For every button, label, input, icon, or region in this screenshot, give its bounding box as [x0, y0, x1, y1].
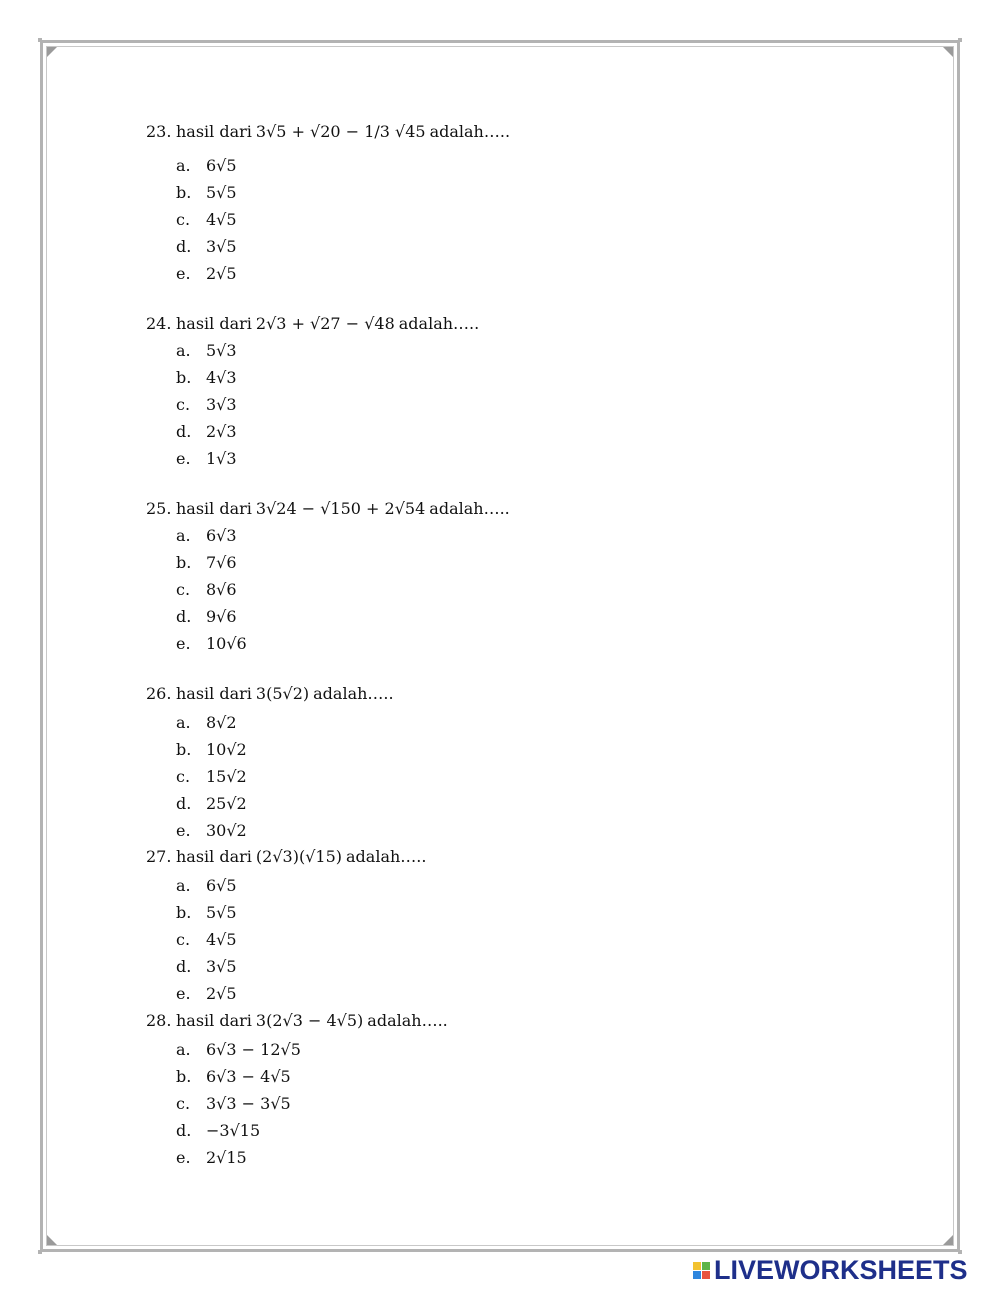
question-number: 24. [146, 314, 172, 333]
question-28 [146, 1011, 448, 1031]
option-value: 2√3 [206, 422, 237, 441]
option-c[interactable]: c. 3√3 [176, 395, 237, 414]
option-a[interactable]: a. 6√5 [176, 876, 237, 895]
option-value: 6√5 [206, 156, 237, 175]
corner-dot [958, 38, 962, 42]
question-expression: 3(5√2) [255, 684, 310, 703]
question-number: 26. [146, 684, 172, 703]
question-stem [146, 499, 510, 519]
option-value: 5√5 [206, 183, 237, 202]
question-expression: 3√24 − √150 + 2√54 [255, 499, 426, 518]
question-stem [146, 122, 510, 142]
option-value: 6√3 − 4√5 [206, 1067, 291, 1086]
option-value: 25√2 [206, 794, 247, 813]
option-value: 2√15 [206, 1148, 247, 1167]
question-prefix: hasil dari [176, 122, 252, 141]
option-d[interactable]: d. 9√6 [176, 607, 237, 626]
liveworksheets-logo-icon [693, 1262, 710, 1279]
watermark-text: LIVEWORKSHEETS [714, 1254, 968, 1285]
option-a[interactable]: a. 8√2 [176, 713, 237, 732]
option-value: 15√2 [206, 767, 247, 786]
option-value: −3√15 [206, 1121, 261, 1140]
option-d[interactable]: d. 25√2 [176, 794, 247, 813]
question-prefix: hasil dari [176, 499, 252, 518]
option-value: 5√5 [206, 903, 237, 922]
corner-dot [958, 1250, 962, 1254]
question-number: 27. [146, 847, 172, 866]
option-value: 1√3 [206, 449, 237, 468]
option-value: 8√6 [206, 580, 237, 599]
question-suffix: adalah….. [398, 314, 480, 333]
option-value: 10√2 [206, 740, 247, 759]
option-c[interactable]: c. 8√6 [176, 580, 237, 599]
option-c[interactable]: c. 15√2 [176, 767, 247, 786]
option-value: 3√5 [206, 957, 237, 976]
option-d[interactable]: d. 3√5 [176, 237, 237, 256]
question-suffix: adalah….. [367, 1011, 448, 1030]
question-stem [146, 684, 394, 704]
option-e[interactable]: e. 2√5 [176, 984, 237, 1003]
option-d[interactable]: d. 3√5 [176, 957, 237, 976]
option-b[interactable]: b. 5√5 [176, 183, 237, 202]
option-value: 3√5 [206, 237, 237, 256]
option-a[interactable]: a. 6√5 [176, 156, 237, 175]
option-d[interactable]: d. −3√15 [176, 1121, 261, 1140]
option-value: 2√5 [206, 264, 237, 283]
option-a[interactable]: a. 5√3 [176, 341, 237, 360]
question-26 [146, 684, 394, 704]
option-b[interactable]: b. 5√5 [176, 903, 237, 922]
option-e[interactable]: e. 2√15 [176, 1148, 247, 1167]
option-value: 3√3 − 3√5 [206, 1094, 291, 1113]
corner-dot [38, 38, 42, 42]
question-suffix: adalah….. [429, 499, 510, 518]
question-stem [146, 1011, 448, 1031]
option-e[interactable]: e. 2√5 [176, 264, 237, 283]
option-value: 9√6 [206, 607, 237, 626]
option-c[interactable]: c. 4√5 [176, 930, 237, 949]
option-value: 7√6 [206, 553, 237, 572]
liveworksheets-watermark[interactable] [693, 1255, 968, 1285]
option-e[interactable]: e. 10√6 [176, 634, 247, 653]
question-prefix: hasil dari [176, 1011, 252, 1030]
option-c[interactable]: c. 4√5 [176, 210, 237, 229]
option-value: 6√3 − 12√5 [206, 1040, 301, 1059]
option-value: 4√5 [206, 210, 237, 229]
option-e[interactable]: e. 1√3 [176, 449, 237, 468]
question-expression: 2√3 + √27 − √48 [255, 314, 395, 333]
option-b[interactable]: b. 4√3 [176, 368, 237, 387]
question-stem [146, 314, 479, 334]
question-suffix: adalah….. [429, 122, 511, 141]
option-value: 5√3 [206, 341, 237, 360]
question-expression: 3(2√3 − 4√5) [255, 1011, 364, 1030]
question-number: 23. [146, 122, 172, 141]
corner-ornament-top-right [943, 47, 953, 57]
question-prefix: hasil dari [176, 684, 252, 703]
option-value: 8√2 [206, 713, 237, 732]
question-prefix: hasil dari [176, 847, 252, 866]
option-value: 10√6 [206, 634, 247, 653]
question-number: 25. [146, 499, 172, 518]
question-25 [146, 499, 510, 519]
question-expression: (2√3)(√15) [255, 847, 342, 866]
option-b[interactable]: b. 7√6 [176, 553, 237, 572]
option-value: 4√3 [206, 368, 237, 387]
option-e[interactable]: e. 30√2 [176, 821, 247, 840]
option-value: 2√5 [206, 984, 237, 1003]
corner-ornament-top-left [47, 47, 57, 57]
question-prefix: hasil dari [176, 314, 252, 333]
question-24 [146, 314, 479, 334]
question-23 [146, 122, 510, 142]
option-value: 4√5 [206, 930, 237, 949]
option-value: 6√3 [206, 526, 237, 545]
corner-ornament-bottom-right [943, 1235, 953, 1245]
option-b[interactable]: b. 10√2 [176, 740, 247, 759]
corner-dot [38, 1250, 42, 1254]
option-value: 6√5 [206, 876, 237, 895]
option-b[interactable]: b. 6√3 − 4√5 [176, 1067, 291, 1086]
question-expression: 3√5 + √20 − 1/3 √45 [255, 122, 426, 141]
option-a[interactable]: a. 6√3 − 12√5 [176, 1040, 301, 1059]
question-number: 28. [146, 1011, 172, 1030]
question-stem [146, 847, 426, 867]
question-suffix: adalah….. [313, 684, 394, 703]
option-d[interactable]: d. 2√3 [176, 422, 237, 441]
option-value: 3√3 [206, 395, 237, 414]
corner-ornament-bottom-left [47, 1235, 57, 1245]
option-a[interactable]: a. 6√3 [176, 526, 237, 545]
option-value: 30√2 [206, 821, 247, 840]
question-27 [146, 847, 426, 867]
option-c[interactable]: c. 3√3 − 3√5 [176, 1094, 291, 1113]
question-suffix: adalah….. [346, 847, 427, 866]
